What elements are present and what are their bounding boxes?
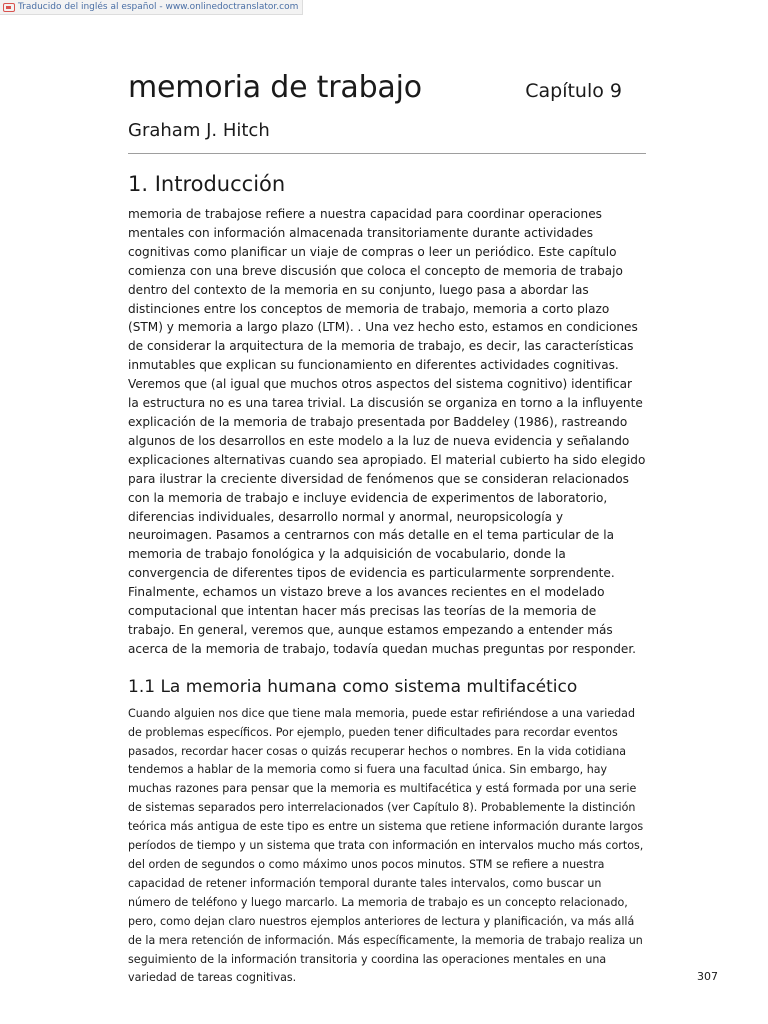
- section-body-memoria-humana: Cuando alguien nos dice que tiene mala memoria, puede estar refiriéndose a una variedad de problemas específicos. Por ejemplo, pueden tener dificultades para recordar eventos pasados, recordar hacer cosas o quizás recuperar hechos o nombres. En la vida cotidiana tendemos a hablar de la memoria como si fuera una facultad única. Sin embargo, hay muchas razones para pensar que la memoria es multifacética y está formada por una serie de sistemas separados pero interrelacionados (ver Capítulo 8). Probablemente la distinción teórica más antigua de este tipo es entre un sistema que retiene información durante largos períodos de tiempo y un sistema que trata con información en intervalos mucho más cortos, del orden de segundos o como máximo unos pocos minutos. STM se refiere a nuestra capacidad de retener información temporal durante tales intervalos, como buscar un número de teléfono y luego marcarlo. La memoria de trabajo es un concepto relacionado, pero, como dejan claro nuestros ejemplos anteriores de lectura y planificación, va más allá de la mera retención de información. Más específicamente, la memoria de trabajo realiza un seguimiento de la información transitoria y coordina las operaciones mentales en una variedad de tareas cognitivas.: [128, 706, 644, 985]
- translator-logo-icon: [3, 3, 15, 12]
- translator-banner[interactable]: [0, 0, 303, 15]
- document-page: [128, 66, 646, 988]
- page-number: 307: [697, 970, 718, 983]
- document-title: memoria de trabajo: [128, 70, 422, 105]
- section-heading-memoria-humana: 1.1 La memoria humana como sistema multifacético: [128, 676, 578, 697]
- chapter-label: Capítulo 9: [525, 80, 622, 102]
- title-row: [128, 66, 646, 110]
- section-heading-introduccion: 1. Introducción: [128, 172, 286, 196]
- author-name: Graham J. Hitch: [128, 118, 646, 154]
- section-body-introduccion: memoria de trabajose refiere a nuestra capacidad para coordinar operaciones mentales con información almacenada transitoriamente durante actividades cognitivas como planificar un viaje de compras o leer un periódico. Este capítulo comienza con una breve discusión que coloca el concepto de memoria de trabajo dentro del contexto de la memoria en su conjunto, luego pasa a abordar las distinciones entre los conceptos de memoria de trabajo, memoria a corto plazo (STM) y memoria a largo plazo (LTM). . Una vez hecho esto, estamos en condiciones de considerar la arquitectura de la memoria de trabajo, es decir, las características inmutables que explican su funcionamiento en diferentes actividades cognitivas. Veremos que (al igual que muchos otros aspectos del sistema cognitivo) identificar la estructura no es una tarea trivial. La discusión se organiza en torno a la influyente explicación de la memoria de trabajo presentada por Baddeley (1986), rastreando algunos de los desarrollos en este modelo a la luz de nueva evidencia y señalando explicaciones alternativas cuando sea apropiado. El material cubierto ha sido elegido para ilustrar la creciente diversidad de fenómenos que se consideran relacionados con la memoria de trabajo e incluye evidencia de experimentos de laboratorio, diferencias individuales, desarrollo normal y anormal, neuropsicología y neuroimagen. Pasamos a centrarnos con más detalle en el tema particular de la memoria de trabajo fonológica y la adquisición de vocabulario, donde la convergencia de diferentes tipos de evidencia es particularmente sorprendente. Finalmente, echamos un vistazo breve a los avances recientes en el modelado computacional que intentan hacer más precisas las teorías de la memoria de trabajo. En general, veremos que, aunque estamos empezando a entender más acerca de la memoria de trabajo, todavía quedan muchas preguntas por responder.: [128, 207, 646, 656]
- translator-banner-text[interactable]: Traducido del inglés al español - www.onlinedoctranslator.com: [18, 2, 299, 12]
